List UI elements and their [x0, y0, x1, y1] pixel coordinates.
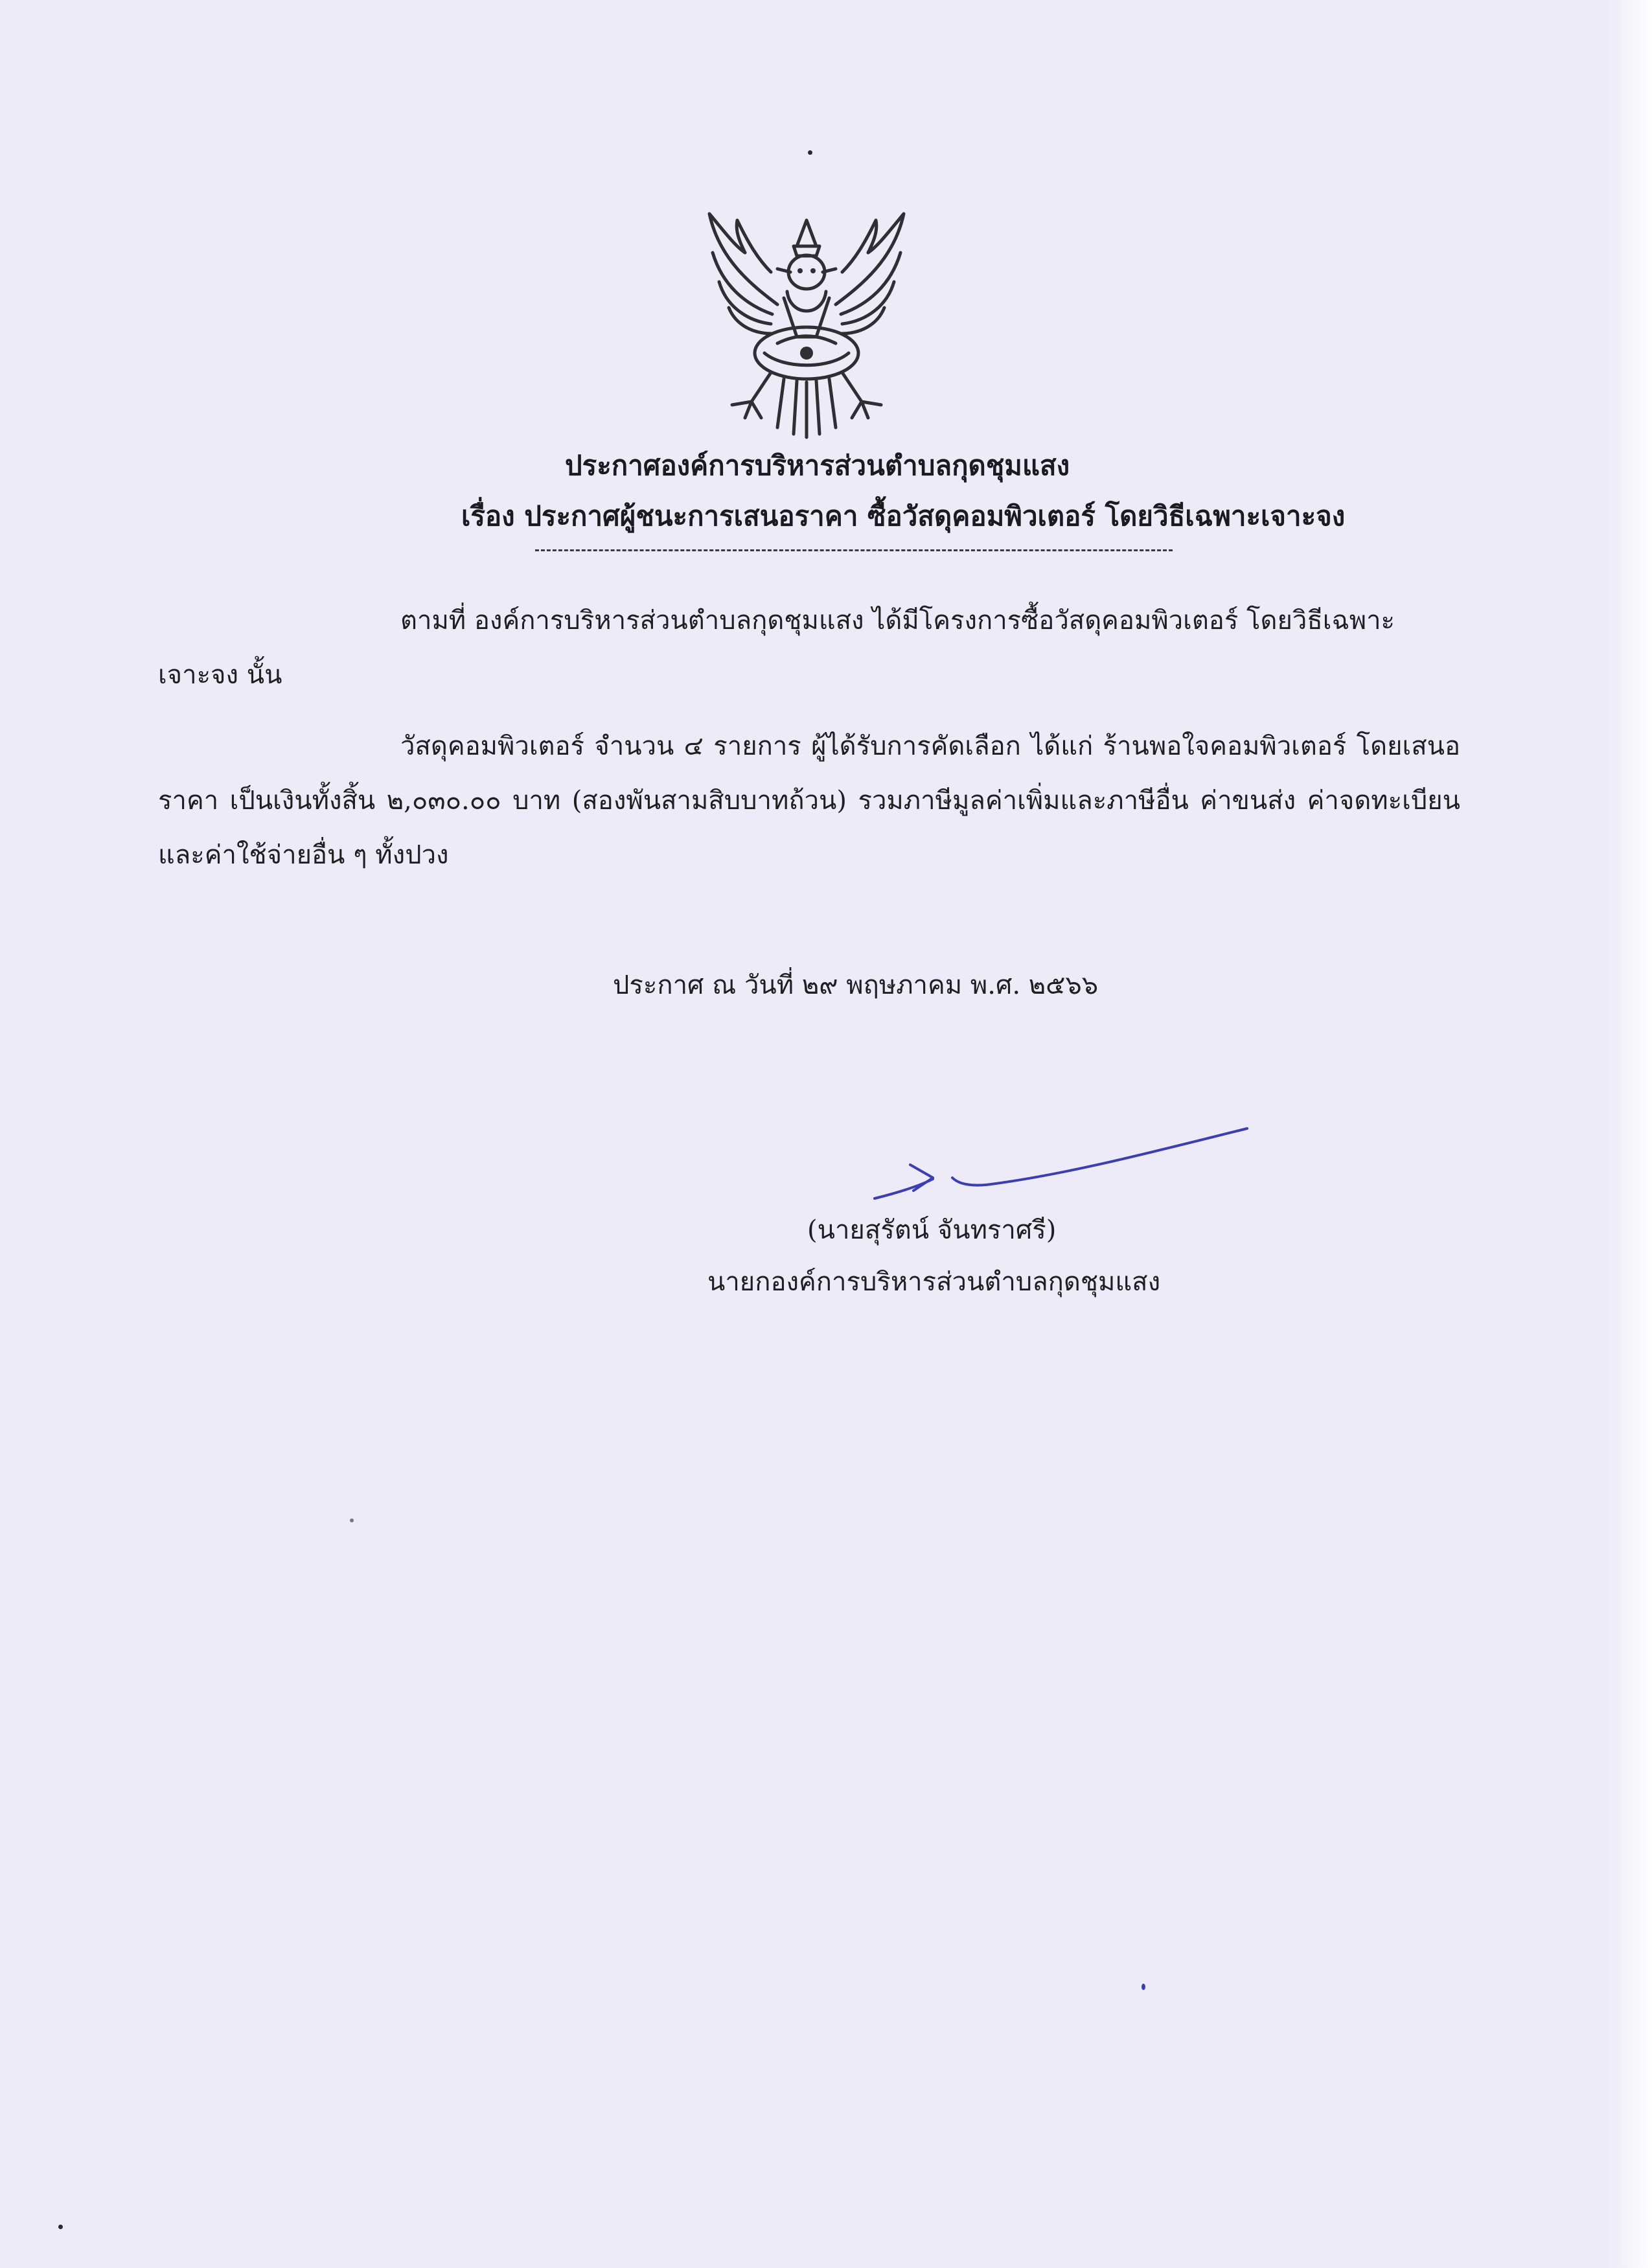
- announcement-subject: เรื่อง ประกาศผู้ชนะการเสนอราคา ซื้อวัสดุคอมพิวเตอร์ โดยวิธีเฉพาะเจาะจง: [461, 500, 1346, 532]
- scan-speck: [808, 150, 812, 155]
- page-edge-shadow: [1607, 0, 1652, 2268]
- dashed-separator: [535, 549, 1173, 551]
- announcement-title: ประกาศองค์การบริหารส่วนตำบลกุดชุมแสง: [565, 450, 1070, 481]
- signatory-name: (นายสุรัตน์ จันทราศรี): [807, 1215, 1057, 1245]
- body-paragraph-1: ตามที่ องค์การบริหารส่วนตำบลกุดชุมแสง ได้มีโครงการซื้อวัสดุคอมพิวเตอร์ โดยวิธีเฉพาะเจาะจง นั้น: [158, 606, 1395, 690]
- body-paragraph-2: วัสดุคอมพิวเตอร์ จำนวน ๔ รายการ ผู้ได้รับการคัดเลือก ได้แก่ ร้านพอใจคอมพิวเตอร์ โดยเสนอราคา เป็นเงินทั้งสิ้น ๒,๐๓๐.๐๐ บาท (สองพันสามสิบบาทถ้วน) รวมภาษีมูลค่าเพิ่มและภาษีอื่น ค่าขนส่ง ค่าจดทะเบียน และค่าใช้จ่ายอื่น ๆ ทั้งปวง: [158, 731, 1460, 870]
- scan-speck: [1141, 1984, 1145, 1990]
- announcement-date: ประกาศ ณ วันที่ ๒๙ พฤษภาคม พ.ศ. ๒๕๖๖: [613, 970, 1099, 1000]
- signatory-position: นายกองค์การบริหารส่วนตำบลกุดชุมแสง: [707, 1267, 1161, 1297]
- garuda-emblem-icon: [700, 207, 913, 441]
- handwritten-signature: [862, 1114, 1263, 1205]
- scan-speck: [58, 2225, 63, 2229]
- scan-speck: [350, 1518, 354, 1522]
